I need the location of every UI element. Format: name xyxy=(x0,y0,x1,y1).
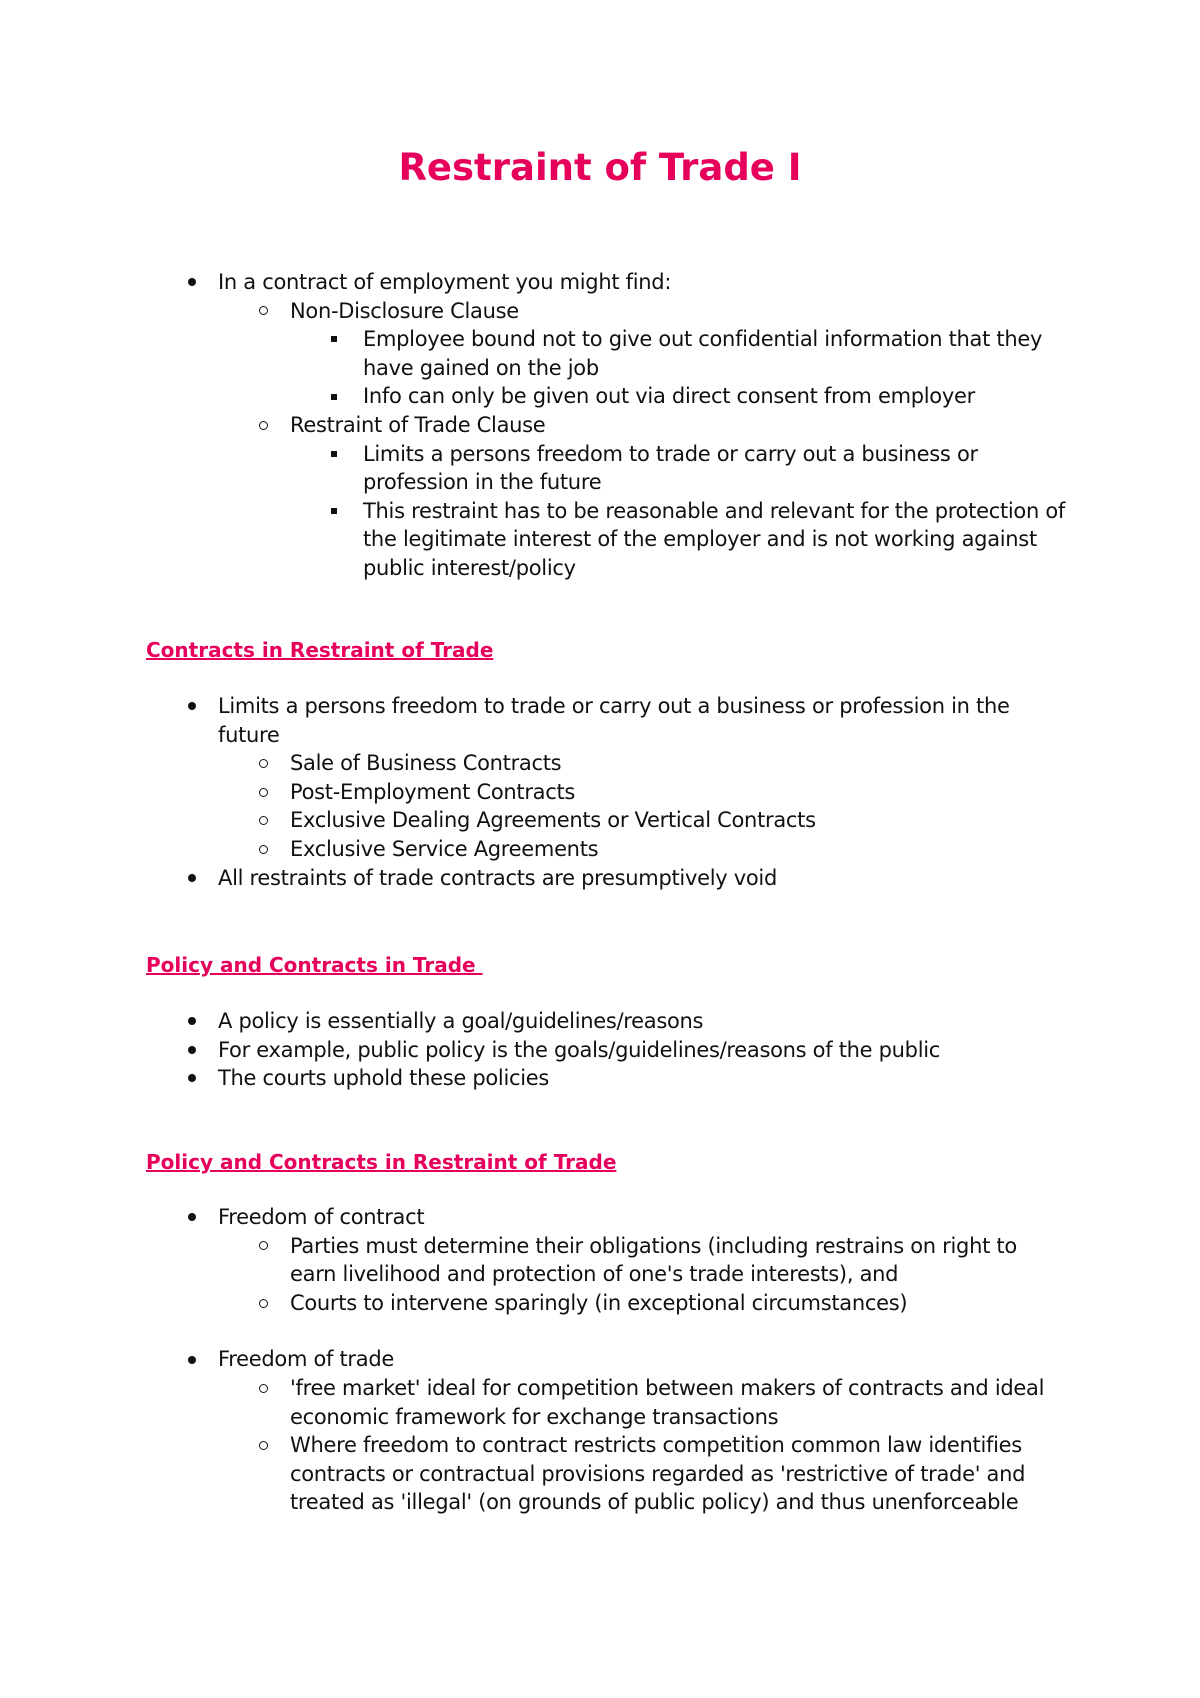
list-item xyxy=(146,749,1066,778)
section2-list xyxy=(146,1007,1066,1093)
list-item xyxy=(146,806,1066,835)
list-item xyxy=(146,778,1066,807)
list-item xyxy=(146,1345,1066,1374)
list-item-text: Sale of Business Contracts xyxy=(290,751,562,776)
list-item xyxy=(146,864,1066,893)
section-heading-policy-restraint: Policy and Contracts in Restraint of Trade xyxy=(146,1150,617,1174)
list-item xyxy=(146,1203,1066,1232)
list-item-text: Freedom of contract xyxy=(218,1205,425,1229)
bullet-square-icon xyxy=(329,382,339,411)
bullet-circle-icon xyxy=(256,297,270,326)
list-item xyxy=(146,692,1066,749)
bullet-circle-icon xyxy=(256,778,270,807)
section3-list xyxy=(146,1203,1066,1517)
list-item-text: Info can only be given out via direct consent from employer xyxy=(363,384,975,409)
bullet-dot-icon xyxy=(186,692,198,721)
list-item xyxy=(146,1007,1066,1036)
bullet-circle-icon xyxy=(256,806,270,835)
list-item xyxy=(146,440,1066,497)
list-item-text: Freedom of trade xyxy=(218,1347,394,1372)
list-item xyxy=(146,1374,1066,1431)
list-item-text: Non-Disclosure Clause xyxy=(290,298,519,323)
list-item-text: Where freedom to contract restricts competition common law identifies contracts or contractual provisions regarded as 'restrictive of trade' and treated as 'illegal' (on grounds of public policy) and thus unenforceable xyxy=(290,1433,1026,1515)
bullet-dot-icon xyxy=(186,1007,198,1036)
bullet-square-icon xyxy=(329,325,339,354)
bullet-dot-icon xyxy=(186,268,198,297)
list-item xyxy=(146,268,1066,297)
list-item-text: Employee bound not to give out confidential information that they have gained on the job xyxy=(363,327,1043,380)
list-item xyxy=(146,1232,1066,1289)
bullet-circle-icon xyxy=(256,749,270,778)
document-title: Restraint of Trade I xyxy=(398,146,802,189)
bullet-dot-icon xyxy=(186,1345,198,1374)
list-item xyxy=(146,1036,1066,1065)
list-item-text: This restraint has to be reasonable and relevant for the protection of the legitimate interest of the employer and is not working against public interest/policy xyxy=(363,498,1066,580)
section-heading-contracts-in-restraint: Contracts in Restraint of Trade xyxy=(146,638,494,662)
list-item-text: Exclusive Service Agreements xyxy=(290,836,599,861)
list-item-text: A policy is essentially a goal/guidelines/reasons xyxy=(218,1009,704,1033)
list-item-text: 'free market' ideal for competition between makers of contracts and ideal economic framework for exchange transactions xyxy=(290,1375,1045,1429)
bullet-circle-icon xyxy=(256,411,270,440)
section-heading-policy-and-contracts: Policy and Contracts in Trade xyxy=(146,953,483,977)
list-item xyxy=(146,1064,1066,1093)
bullet-dot-icon xyxy=(186,1064,198,1093)
intro-list xyxy=(146,268,1066,583)
section1-list xyxy=(146,692,1066,892)
list-item xyxy=(146,382,1066,411)
bullet-circle-icon xyxy=(256,1374,270,1403)
list-item-text: In a contract of employment you might find: xyxy=(218,270,672,294)
list-item-text: Courts to intervene sparingly (in exceptional circumstances) xyxy=(290,1290,908,1315)
list-item-text: Limits a persons freedom to trade or carry out a business or profession in the future xyxy=(218,694,1010,747)
list-item-text: Restraint of Trade Clause xyxy=(290,412,546,437)
list-item xyxy=(146,1289,1066,1318)
list-item xyxy=(146,325,1066,382)
bullet-dot-icon xyxy=(186,864,198,893)
list-item-text: Post-Employment Contracts xyxy=(290,779,576,804)
list-item-text: Exclusive Dealing Agreements or Vertical Contracts xyxy=(290,808,816,833)
list-spacer xyxy=(146,1317,1066,1345)
bullet-dot-icon xyxy=(186,1036,198,1065)
list-item xyxy=(146,1431,1066,1517)
bullet-circle-icon xyxy=(256,1289,270,1318)
bullet-circle-icon xyxy=(256,1431,270,1460)
list-item xyxy=(146,297,1066,326)
list-item-text: All restraints of trade contracts are presumptively void xyxy=(218,865,777,890)
list-item-text: Limits a persons freedom to trade or carry out a business or profession in the future xyxy=(363,441,978,495)
list-item xyxy=(146,497,1066,583)
bullet-circle-icon xyxy=(256,835,270,864)
list-item-text: Parties must determine their obligations (including restrains on right to earn livelihood and protection of one's trade interests), and xyxy=(290,1233,1017,1287)
bullet-dot-icon xyxy=(186,1203,198,1232)
bullet-circle-icon xyxy=(256,1232,270,1261)
list-item-text: For example, public policy is the goals/guidelines/reasons of the public xyxy=(218,1037,941,1062)
list-item xyxy=(146,411,1066,440)
list-item xyxy=(146,835,1066,864)
list-item-text: The courts uphold these policies xyxy=(218,1066,550,1091)
bullet-square-icon xyxy=(329,440,339,469)
bullet-square-icon xyxy=(329,497,339,526)
